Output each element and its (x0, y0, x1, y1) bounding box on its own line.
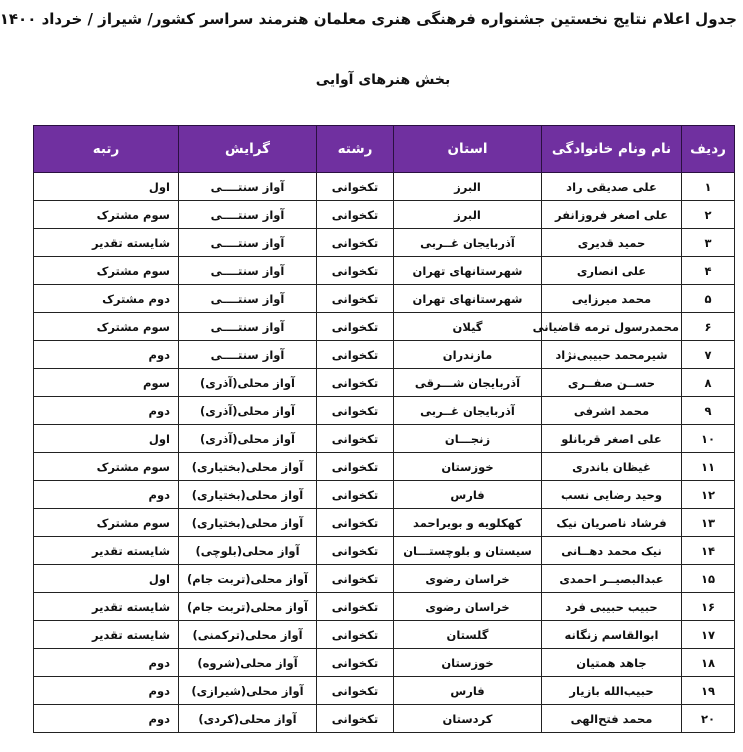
rank-cell: سوم مشترک (34, 509, 179, 537)
trend-cell: آواز محلی(بلوچی) (179, 537, 317, 565)
rank-cell: دوم (34, 397, 179, 425)
page-title: جدول اعلام نتایج نخستین جشنواره فرهنگی هنری معلمان هنرمند سراسر کشور/ شیراز / خرداد ۱۴۰۰ (0, 10, 737, 28)
name-cell: حبیب حبیبی فرد (542, 593, 682, 621)
field-cell: تکخوانی (317, 425, 394, 453)
table-row (34, 593, 735, 621)
rank-cell: دوم مشترک (34, 285, 179, 313)
rank-cell: شایسته تقدیر (34, 537, 179, 565)
field-cell: تکخوانی (317, 285, 394, 313)
table-row (34, 397, 735, 425)
field-cell: تکخوانی (317, 453, 394, 481)
field-cell: تکخوانی (317, 257, 394, 285)
table-row (34, 313, 735, 341)
row-number-cell: ۵ (682, 285, 735, 313)
row-number-cell: ۸ (682, 369, 735, 397)
row-number-cell: ۱۷ (682, 621, 735, 649)
trend-cell: آواز محلی(کردی) (179, 705, 317, 733)
province-cell: کهکلویه و بویراحمد (394, 509, 542, 537)
name-cell: نیک محمد دهــانی (542, 537, 682, 565)
name-cell: جاهد همتیان (542, 649, 682, 677)
trend-cell: آواز محلی(بختیاری) (179, 509, 317, 537)
trend-cell: آواز سنتــــی (179, 201, 317, 229)
field-cell: تکخوانی (317, 341, 394, 369)
name-cell: علی اصغر فروزانفر (542, 201, 682, 229)
trend-cell: آواز محلی(بختیاری) (179, 453, 317, 481)
rank-cell: سوم مشترک (34, 313, 179, 341)
trend-cell: آواز محلی(تربت جام) (179, 593, 317, 621)
table-row (34, 201, 735, 229)
name-cell: فرشاد ناصریان نیک (542, 509, 682, 537)
table-row (34, 257, 735, 285)
row-number-cell: ۲ (682, 201, 735, 229)
province-cell: مازندران (394, 341, 542, 369)
name-cell: محمد میرزایی (542, 285, 682, 313)
name-cell: حمید قدیری (542, 229, 682, 257)
row-number-cell: ۳ (682, 229, 735, 257)
field-cell: تکخوانی (317, 705, 394, 733)
trend-cell: آواز محلی(شیرازی) (179, 677, 317, 705)
rank-cell: شایسته تقدیر (34, 593, 179, 621)
table-row (34, 369, 735, 397)
field-cell: تکخوانی (317, 649, 394, 677)
table-row (34, 705, 735, 733)
trend-cell: آواز سنتــــی (179, 341, 317, 369)
trend-cell: آواز محلی(شروه) (179, 649, 317, 677)
province-cell: خوزستان (394, 453, 542, 481)
table-row (34, 621, 735, 649)
trend-cell: آواز محلی(آذری) (179, 369, 317, 397)
row-number-cell: ۷ (682, 341, 735, 369)
table-row (34, 341, 735, 369)
table-row (34, 453, 735, 481)
table-row (34, 481, 735, 509)
province-cell: فارس (394, 677, 542, 705)
name-cell: محمد فتح‌الهی (542, 705, 682, 733)
rank-cell: دوم (34, 677, 179, 705)
name-cell: علی انصاری (542, 257, 682, 285)
row-number-cell: ۴ (682, 257, 735, 285)
field-cell: تکخوانی (317, 397, 394, 425)
name-cell: حبیب‌الله بازیار (542, 677, 682, 705)
field-cell: تکخوانی (317, 481, 394, 509)
table-row (34, 509, 735, 537)
name-cell: غیظان باندری (542, 453, 682, 481)
province-cell: سیستان و بلوچستـــان (394, 537, 542, 565)
field-cell: تکخوانی (317, 677, 394, 705)
row-number-cell: ۱۳ (682, 509, 735, 537)
row-number-cell: ۱ (682, 173, 735, 201)
row-number-cell: ۱۲ (682, 481, 735, 509)
row-number-cell: ۱۰ (682, 425, 735, 453)
rank-cell: دوم (34, 481, 179, 509)
province-cell: گلستان (394, 621, 542, 649)
field-cell: تکخوانی (317, 173, 394, 201)
table-header-row (34, 126, 735, 173)
name-cell: حســن صفــری (542, 369, 682, 397)
row-number-cell: ۱۱ (682, 453, 735, 481)
province-cell: البرز (394, 173, 542, 201)
province-cell: گیلان (394, 313, 542, 341)
field-cell: تکخوانی (317, 593, 394, 621)
table-row (34, 173, 735, 201)
province-cell: خراسان رضوی (394, 593, 542, 621)
rank-cell: دوم (34, 705, 179, 733)
trend-cell: آواز سنتــــی (179, 173, 317, 201)
province-cell: آذربایجان شـــرقی (394, 369, 542, 397)
name-cell: علی اصغر قربانلو (542, 425, 682, 453)
province-cell: آذربایجان غــربی (394, 229, 542, 257)
table-row (34, 649, 735, 677)
name-cell: علی صدیقی راد (542, 173, 682, 201)
rank-cell: دوم (34, 341, 179, 369)
field-cell: تکخوانی (317, 369, 394, 397)
row-number-cell: ۱۶ (682, 593, 735, 621)
table-row (34, 677, 735, 705)
trend-cell: آواز سنتــــی (179, 313, 317, 341)
trend-cell: آواز سنتــــی (179, 285, 317, 313)
column-header-name: نام ونام خانوادگی (542, 126, 682, 173)
rank-cell: سوم (34, 369, 179, 397)
field-cell: تکخوانی (317, 201, 394, 229)
province-cell: کردستان (394, 705, 542, 733)
field-cell: تکخوانی (317, 621, 394, 649)
province-cell: البرز (394, 201, 542, 229)
trend-cell: آواز محلی(آذری) (179, 425, 317, 453)
column-header-row-number: ردیف (682, 126, 735, 173)
name-cell: محمدرسول ترمه قاضیانی (542, 313, 682, 341)
province-cell: زنجـــان (394, 425, 542, 453)
trend-cell: آواز محلی(بختیاری) (179, 481, 317, 509)
field-cell: تکخوانی (317, 229, 394, 257)
table-row (34, 537, 735, 565)
column-header-rank: رتبه (34, 126, 179, 173)
name-cell: شیرمحمد حبیبی‌نژاد (542, 341, 682, 369)
rank-cell: سوم مشترک (34, 201, 179, 229)
table-body (34, 173, 735, 733)
province-cell: خوزستان (394, 649, 542, 677)
name-cell: عبدالبصیــر احمدی (542, 565, 682, 593)
rank-cell: اول (34, 565, 179, 593)
rank-cell: سوم مشترک (34, 453, 179, 481)
trend-cell: آواز محلی(ترکمنی) (179, 621, 317, 649)
column-header-field: رشته (317, 126, 394, 173)
rank-cell: شایسته تقدیر (34, 229, 179, 257)
rank-cell: دوم (34, 649, 179, 677)
trend-cell: آواز سنتــــی (179, 257, 317, 285)
results-table (33, 125, 735, 733)
row-number-cell: ۱۵ (682, 565, 735, 593)
rank-cell: شایسته تقدیر (34, 621, 179, 649)
name-cell: محمد اشرفی (542, 397, 682, 425)
rank-cell: اول (34, 425, 179, 453)
table-row (34, 565, 735, 593)
province-cell: شهرستانهای تهران (394, 257, 542, 285)
row-number-cell: ۱۴ (682, 537, 735, 565)
row-number-cell: ۱۸ (682, 649, 735, 677)
row-number-cell: ۶ (682, 313, 735, 341)
field-cell: تکخوانی (317, 509, 394, 537)
row-number-cell: ۹ (682, 397, 735, 425)
field-cell: تکخوانی (317, 565, 394, 593)
column-header-trend: گرایش (179, 126, 317, 173)
trend-cell: آواز محلی(آذری) (179, 397, 317, 425)
results-table-wrapper (34, 125, 735, 733)
row-number-cell: ۱۹ (682, 677, 735, 705)
row-number-cell: ۲۰ (682, 705, 735, 733)
table-row (34, 285, 735, 313)
province-cell: آذربایجان غــربی (394, 397, 542, 425)
trend-cell: آواز سنتــــی (179, 229, 317, 257)
province-cell: خراسان رضوی (394, 565, 542, 593)
field-cell: تکخوانی (317, 313, 394, 341)
section-title: بخش هنرهای آوایی (315, 72, 451, 88)
table-row (34, 425, 735, 453)
trend-cell: آواز محلی(تربت جام) (179, 565, 317, 593)
rank-cell: سوم مشترک (34, 257, 179, 285)
field-cell: تکخوانی (317, 537, 394, 565)
column-header-province: استان (394, 126, 542, 173)
name-cell: وحید رضایی نسب (542, 481, 682, 509)
name-cell: ابوالقاسم زنگانه (542, 621, 682, 649)
rank-cell: اول (34, 173, 179, 201)
province-cell: شهرستانهای تهران (394, 285, 542, 313)
province-cell: فارس (394, 481, 542, 509)
table-row (34, 229, 735, 257)
